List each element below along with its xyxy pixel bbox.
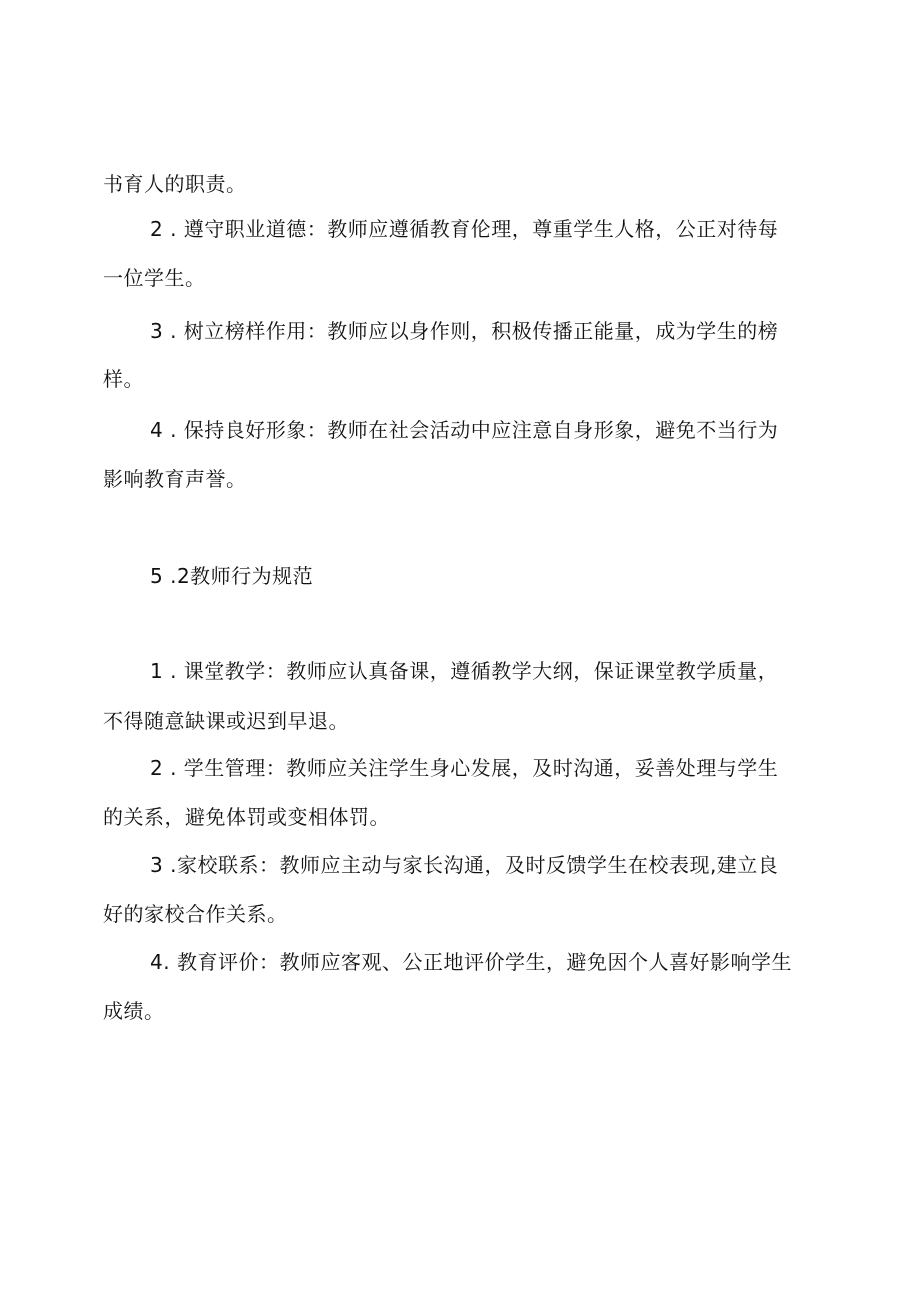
paragraph-line: 2 . 遵守职业道德：教师应遵循教育伦理，尊重学生人格，公正对待每: [150, 217, 779, 241]
paragraph-line: 样。: [103, 367, 144, 391]
paragraph-line: 影响教育声誉。: [103, 467, 247, 491]
paragraph-line: 3 .家校联系：教师应主动与家长沟通，及时反馈学生在校表现,建立良: [150, 853, 779, 877]
section-heading: 5 .2教师行为规范: [150, 564, 314, 588]
paragraph-line: 3 . 树立榜样作用：教师应以身作则，积极传播正能量，成为学生的榜: [150, 319, 779, 343]
paragraph-line: 的关系，避免体罚或变相体罚。: [103, 805, 390, 829]
paragraph-line: 书育人的职责。: [103, 172, 247, 196]
paragraph-line: 4 . 保持良好形象：教师在社会活动中应注意自身形象，避免不当行为: [150, 418, 779, 442]
paragraph-line: 不得随意缺课或迟到早退。: [103, 709, 349, 733]
paragraph-line: 成绩。: [103, 999, 165, 1023]
paragraph-line: 4. 教育评价：教师应客观、公正地评价学生，避免因个人喜好影响学生: [150, 950, 792, 974]
paragraph-line: 一位学生。: [103, 266, 206, 290]
paragraph-line: 好的家校合作关系。: [103, 902, 288, 926]
paragraph-line: 1 . 课堂教学：教师应认真备课，遵循教学大纲，保证课堂教学质量，: [150, 659, 779, 683]
paragraph-line: 2 . 学生管理：教师应关注学生身心发展，及时沟通，妥善处理与学生: [150, 756, 779, 780]
